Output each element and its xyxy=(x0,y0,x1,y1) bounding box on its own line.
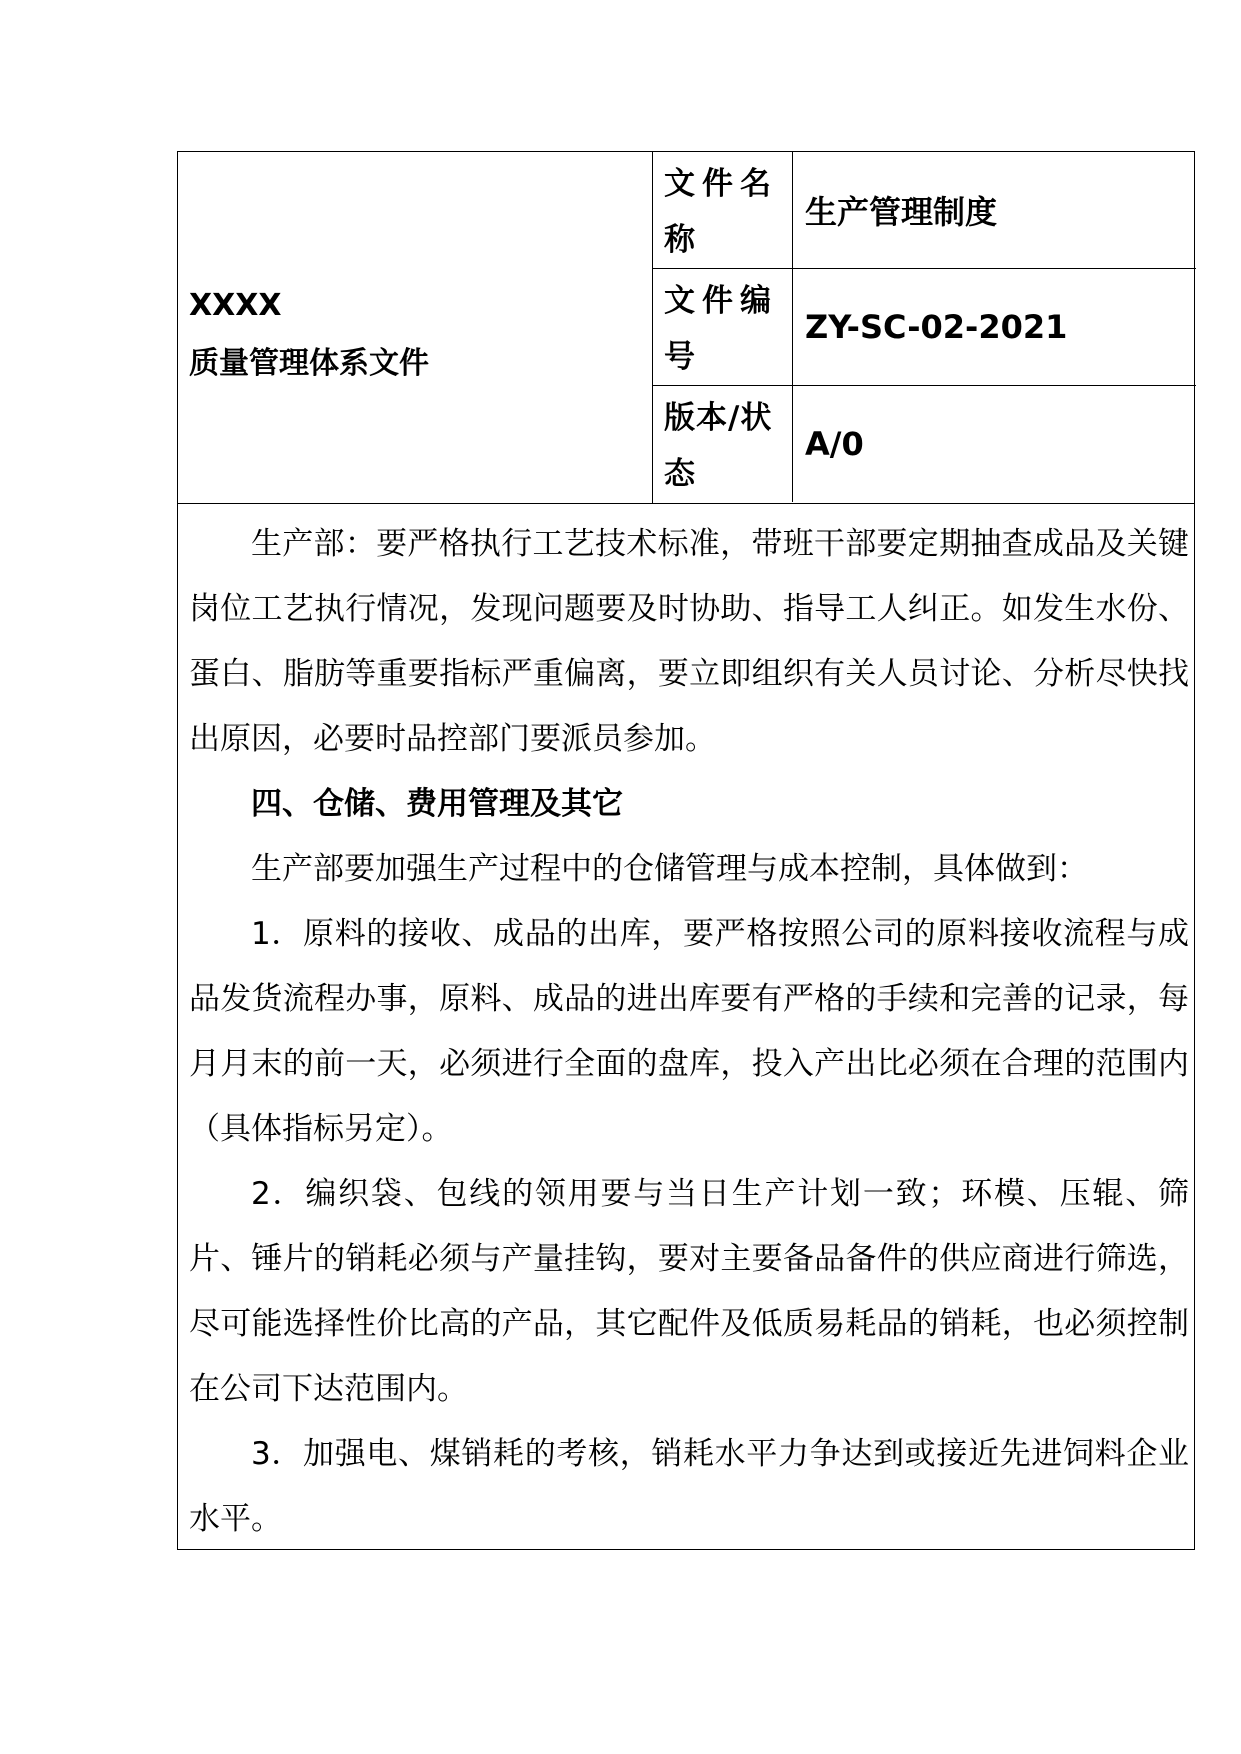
meta-value-document-name: 生产管理制度 xyxy=(805,193,998,231)
paragraph-item-1: 1．原料的接收、成品的出库，要严格按照公司的原料接收流程与成品发货流程办事，原料、成品的进出库要有严格的手续和完善的记录，每月月末的前一天，必须进行全面的盘库，投入产出比必须在合理的范围内（具体指标另定）。 xyxy=(189,916,1189,1147)
organization-name xyxy=(189,277,429,393)
paragraph-production-dept: 生产部：要严格执行工艺技术标准，带班干部要定期抽查成品及关键岗位工艺执行情况，发现问题要及时协助、指导工人纠正。如发生水份、蛋白、脂肪等重要指标严重偏离，要立即组织有关人员讨论、分析尽快找出原因，必要时品控部门要派员参加。 xyxy=(189,526,1189,757)
meta-row-version-status xyxy=(653,386,1196,502)
meta-label-document-name: 文件名称 xyxy=(653,152,793,268)
organization-line-2: 质量管理体系文件 xyxy=(189,346,429,381)
organization-cell xyxy=(178,152,653,503)
paragraph-storage-intro: 生产部要加强生产过程中的仓储管理与成本控制，具体做到： xyxy=(251,851,1088,887)
paragraph-item-2: 2．编织袋、包线的领用要与当日生产计划一致；环模、压辊、筛片、锤片的销耗必须与产量挂钩，要对主要备品备件的供应商进行筛选，尽可能选择性价比高的产品，其它配件及低质易耗品的销耗，也必须控制在公司下达范围内。 xyxy=(189,1176,1189,1407)
meta-row-document-number xyxy=(653,269,1196,386)
meta-row-document-name xyxy=(653,152,1196,269)
meta-label-version-status: 版本/状态 xyxy=(653,386,793,502)
paragraph-item-3: 3．加强电、煤销耗的考核，销耗水平力争达到或接近先进饲料企业水平。 xyxy=(189,1436,1189,1537)
meta-label-document-number: 文件编号 xyxy=(653,269,793,385)
organization-line-1: XXXX xyxy=(189,288,282,323)
document-header xyxy=(178,152,1194,504)
document-body xyxy=(189,512,1189,1552)
meta-value-version-status: A/0 xyxy=(805,425,864,463)
meta-value-document-number: ZY-SC-02-2021 xyxy=(805,308,1068,346)
section-heading-storage-costs: 四、仓储、费用管理及其它 xyxy=(251,786,623,822)
document-table xyxy=(177,151,1195,1550)
